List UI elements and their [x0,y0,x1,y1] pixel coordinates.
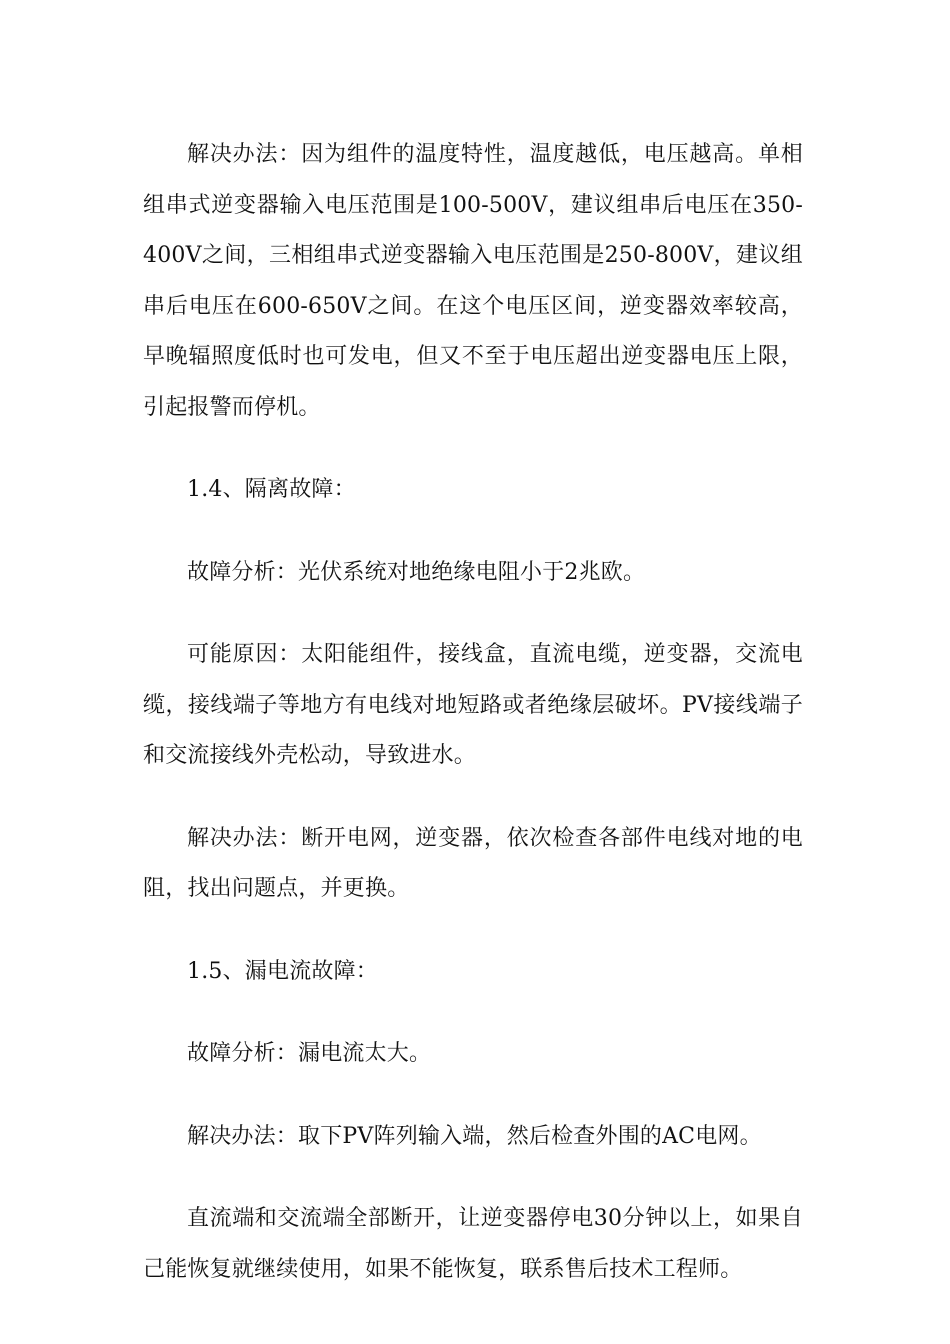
paragraph-fault-analysis-leakage: 故障分析：漏电流太大。 [187,1041,432,1066]
section-heading-leakage-fault: 1.5、漏电流故障： [187,958,378,984]
paragraph-possible-causes: 可能原因：太阳能组件，接线盒，直流电缆，逆变器，交流电缆，接线端子等地方有电线对地短路或者绝缘层破坏。PV接线端子和交流接线外壳松动，导致进水。 [143,642,803,768]
paragraph-solution-voltage: 解决办法：因为组件的温度特性，温度越低，电压越高。单相组串式逆变器输入电压范围是100-500V，建议组串后电压在350-400V之间，三相组串式逆变器输入电压范围是250-800V，建议组串后电压在600-650V之间。在这个电压区间，逆变器效率较高，早晚辐照度低时也可发电，但又不至于电压超出逆变器电压上限，引起报警而停机。 [143,142,803,420]
section-heading-isolation-fault: 1.4、隔离故障： [187,477,356,502]
paragraph-solution-isolation: 解决办法：断开电网，逆变器，依次检查各部件电线对地的电阻，找出问题点，并更换。 [143,825,803,901]
paragraph-disconnect-instructions: 直流端和交流端全部断开，让逆变器停电30分钟以上，如果自己能恢复就继续使用，如果不能恢复，联系售后技术工程师。 [143,1206,803,1282]
paragraph-solution-leakage: 解决办法：取下PV阵列输入端，然后检查外围的AC电网。 [187,1123,762,1149]
document-body [143,130,803,1295]
paragraph-fault-analysis-isolation: 故障分析：光伏系统对地绝缘电阻小于2兆欧。 [187,559,646,585]
